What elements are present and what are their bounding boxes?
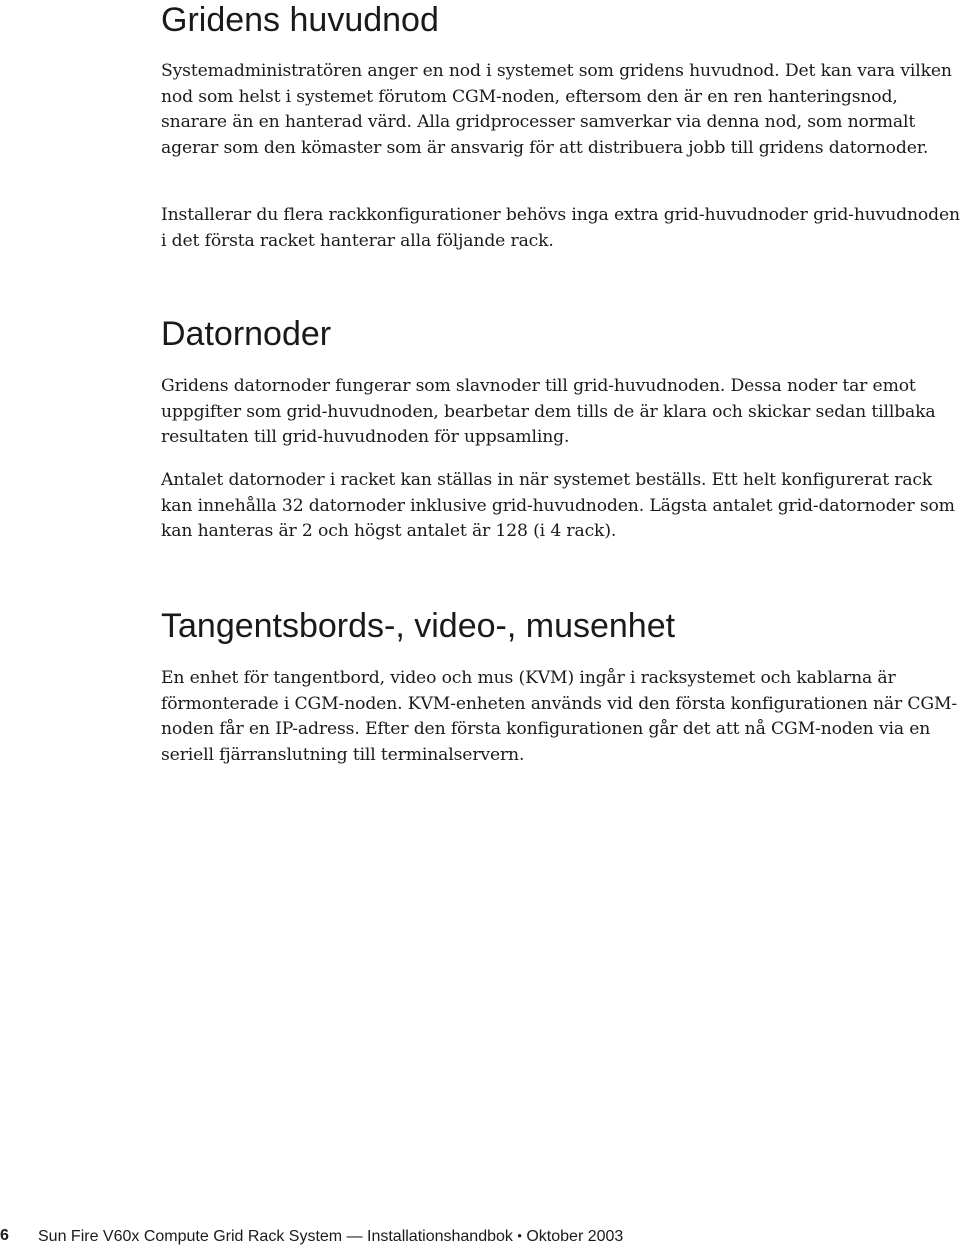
paragraph-datornoder-2: Antalet datornoder i racket kan ställas in när systemet beställs. Ett helt konfigurerat rack kan innehålla 32 datornoder inklusive grid-huvudnoden. Lägsta antalet grid-datornoder som kan hanteras är 2 och högst antalet är 128 (i 4 rack). xyxy=(161,470,955,541)
paragraph-gridens-huvudnod-1: Systemadministratören anger en nod i systemet som gridens huvudnod. Det kan vara vilken nod som helst i systemet förutom CGM-noden, eftersom den är en ren hanteringsnod, snarare än en hanterad värd. Alla gridprocesser samverkar via denna nod, som normalt agerar som den kömaster som är ansvarig för att distribuera jobb till gridens datornoder. xyxy=(161,61,952,158)
paragraph-datornoder-1: Gridens datornoder fungerar som slavnoder till grid-huvudnoden. Dessa noder tar emot uppgifter som grid-huvudnoden, bearbetar dem tills de är klara och skickar sedan tillbaka resultaten till grid-huvudnoden för uppsamling. xyxy=(161,376,936,447)
section-heading-gridens-huvudnod: Gridens huvudnod xyxy=(161,1,439,39)
paragraph-kvm-1: En enhet för tangentbord, video och mus (KVM) ingår i racksystemet och kablarna är förmonterade i CGM-noden. KVM-enheten används vid den första konfigurationen när CGM-noden får en IP-adress. Efter den första konfigurationen går det att nå CGM-noden via en seriell fjärranslutning till terminalservern. xyxy=(161,668,958,765)
section-heading-datornoder: Datornoder xyxy=(161,315,332,353)
paragraph-gridens-huvudnod-2: Installerar du flera rackkonfigurationer behövs inga extra grid-huvudnoder grid-huvudnoden i det första racket hanterar alla följande rack. xyxy=(161,205,960,251)
page-footer xyxy=(0,1224,960,1248)
footer-text xyxy=(38,1224,623,1249)
section-heading-kvm: Tangentsbords-, video-, musenhet xyxy=(161,607,676,645)
page-number: 6 xyxy=(0,1227,9,1244)
footer-bullet: • xyxy=(517,1228,522,1243)
footer-date: Oktober 2003 xyxy=(526,1228,624,1245)
footer-document-title: Sun Fire V60x Compute Grid Rack System — Installationshandbok xyxy=(38,1228,513,1245)
